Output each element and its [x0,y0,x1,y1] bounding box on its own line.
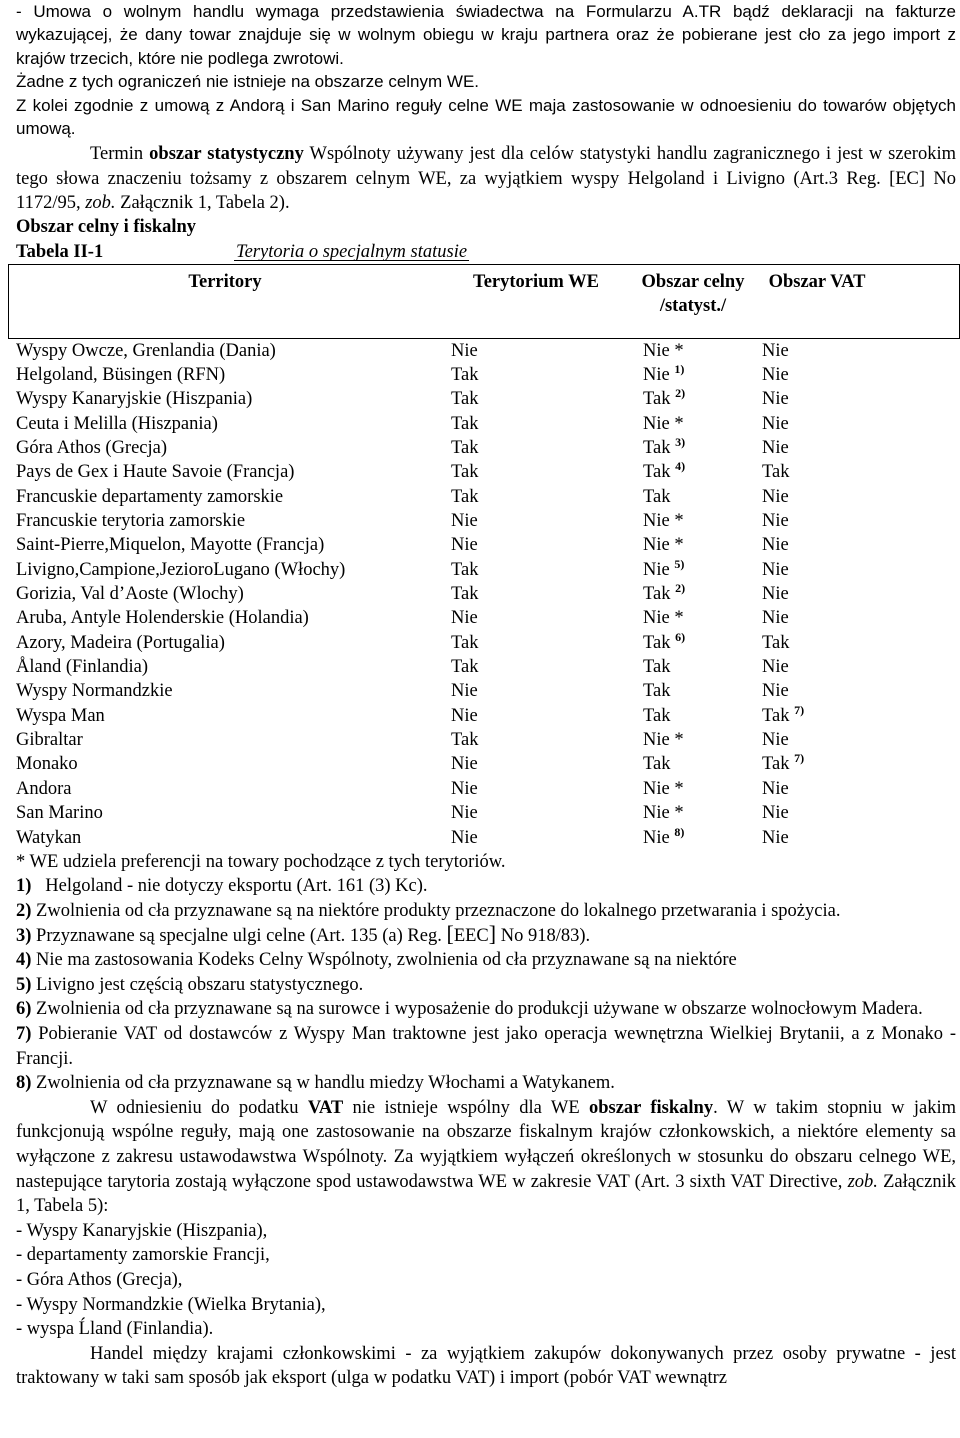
cell-eu-territory: Nie [451,754,478,775]
cell-customs-area: Tak [643,754,671,775]
cell-vat-area: Tak [762,462,790,483]
cell-territory: Wyspy Normandzkie [16,681,173,702]
cell-vat-area: Nie [762,438,789,458]
cell-customs-area: Tak $^{4)}$ [643,459,686,483]
cell-territory: Francuskie terytoria zamorskie [16,511,246,532]
table-row [16,363,956,387]
cell-eu-territory: Tak [451,364,479,385]
footnote-marker: 7) [794,702,805,717]
vat-exclusion-list [16,1219,956,1342]
cell-territory: Francuskie departamenty zamorskie [16,486,284,507]
cell-eu-territory: Tak [451,389,479,410]
document-page [16,0,956,1391]
cell-vat-area: Nie [762,559,789,580]
cell-territory: Monako [16,754,78,775]
cell-eu-territory: Tak [451,657,479,678]
cell-territory: Pays de Gex i Haute Savoie (Francja) [16,462,295,483]
cell-eu-territory: Nie [451,705,478,726]
cell-eu-territory: Tak [451,559,479,580]
cell-territory: Saint-Pierre,Miquelon, Mayotte (Francja) [16,535,325,556]
paragraph-no-restrictions: Żadne z tych ograniczeń nie istnieje na obszarze celnym WE. [16,72,480,92]
table-header [8,264,960,339]
cell-customs-area: Nie * [643,778,684,799]
table-row [16,679,956,703]
table-row [16,533,956,557]
cell-customs-area: Nie * [643,608,684,629]
section-heading: Obszar celny i fiskalny [16,217,197,238]
cell-vat-area: Nie [762,511,789,532]
cell-eu-territory: Nie [451,511,478,532]
footnote-marker: 6) [675,629,686,644]
paragraph-andorra-san-marino: Z kolei zgodnie z umową z Andorą i San Marino reguły celne WE maja zastosowanie w odnoesieniu do towarów objętych umową. [16,95,956,139]
cell-customs-area: Nie * [643,340,684,361]
cell-vat-area: Nie [762,340,789,361]
cell-eu-territory: Tak [451,438,479,458]
cell-vat-area: Nie [762,657,789,678]
footnote-3: 3) Przyznawane są specjalne ulgi celne (Art. 135 (a) Reg. [EEC] No 918/83). [16,920,591,946]
cell-eu-territory: Nie [451,778,478,799]
footnote-2: 2) Zwolnienia od cła przyznawane są na niektóre produkty przeznaczone do lokalnego przetwarania i spożycia. [16,901,841,922]
cell-eu-territory: Nie [451,535,478,556]
cell-territory: Helgoland, Büsingen (RFN) [16,364,226,385]
cell-vat-area: Nie [762,827,789,848]
table-row [16,412,956,436]
footnote-marker: 8) [674,824,685,839]
cell-customs-area: Tak $^{3)}$ [643,435,686,458]
cell-territory: Åland (Finlandia) [16,657,149,678]
table-row [16,655,956,679]
cell-territory: Ceuta i Melilla (Hiszpania) [16,413,218,434]
cell-customs-area: Nie * [643,413,684,434]
footnote-8: 8) Zwolnienia od cła przyznawane są w handlu miedzy Włochami a Watykanem. [16,1073,615,1094]
cell-eu-territory: Tak [451,584,479,605]
paragraph-intra-community-trade: Handel między krajami członkowskimi - za wyjątkiem zakupów dokonywanych przez osoby prywatne - jest traktowany w taki sam sposób jak eksport (ulga w podatku VAT) i import (pobór VAT wewnątrz [16,1343,956,1389]
table-row [16,631,956,655]
footnote-6: 6) Zwolnienia od cła przyznawane są na surowce i wyposażenie do produkcji używane w obszarze wolnocłowym Madera. [16,999,923,1020]
table-body [16,339,956,850]
cell-customs-area: Tak [643,657,671,678]
cell-customs-area: Tak $^{2)}$ [643,581,686,605]
table-row [16,485,956,509]
cell-customs-area: Nie * [643,535,684,556]
cell-vat-area: Nie [762,413,789,434]
cell-territory: Góra Athos (Grecja) [16,438,168,458]
list-item: - Wyspy Normandzkie (Wielka Brytania), [16,1294,326,1315]
paragraph-free-trade: - Umowa o wolnym handlu wymaga przedstawienia świadectwa na Formularzu A.TR bądź deklaracji na fakturze wykazującej, że dany towar znajduje się w wolnym obiegu w kraju partnera oraz że pobierane jest cło za jego import z krajów trzecich, które nie podlega zwrotowi. [16,2,956,68]
table-row [16,436,956,460]
table-footnotes [16,850,956,1096]
footnote-marker: 7) [794,751,805,766]
footnote-1: 1) Helgoland - nie dotyczy eksportu (Art. 161 (3) Kc). [16,876,428,897]
cell-territory: Gorizia, Val d’Aoste (Wlochy) [16,584,244,605]
table-row [16,728,956,752]
column-header-territory: Territory [188,271,262,292]
column-header-eu-territory: Terytorium WE [473,271,599,292]
intro-block [16,0,956,140]
cell-territory: Wyspy Owcze, Grenlandia (Dania) [16,340,276,361]
cell-customs-area: Nie * [643,511,684,532]
cell-vat-area: Tak $^{7)}$ [762,751,805,775]
cell-customs-area: Tak [643,705,671,726]
footnote-marker: 2) [675,581,686,596]
cell-vat-area: Tak [762,632,790,653]
cell-eu-territory: Nie [451,803,478,824]
cell-vat-area: Nie [762,389,789,410]
cell-eu-territory: Tak [451,413,479,434]
cell-customs-area: Nie $^{5)}$ [643,556,685,580]
cell-vat-area: Nie [762,803,789,824]
footnote-star: * WE udziela preferencji na towary pochodzące z tych terytoriów. [16,851,506,872]
footnote-4: 4) Nie ma zastosowania Kodeks Celny Wspólnoty, zwolnienia od cła przyznawane są na niektóre [16,950,737,971]
table-label: Tabela II-1 [16,241,104,262]
term-statistical-area: obszar statystyczny [149,144,304,165]
cell-territory: Livigno,Campione,JezioroLugano (Włochy) [16,559,346,580]
cell-eu-territory: Tak [451,730,479,751]
table-row [16,704,956,728]
cell-eu-territory: Nie [451,827,478,848]
cell-vat-area: Nie [762,486,789,507]
footnote-7: 7) Pobieranie VAT od dostawców z Wyspy Man traktowne jest jako operacja wewnętrzna Wielkiej Brytanii, a z Monako - Francji. [16,1024,956,1069]
table-row [16,509,956,533]
table-row [16,582,956,606]
cell-territory: Aruba, Antyle Holenderskie (Holandia) [16,608,309,629]
list-item: - departamenty zamorskie Francji, [16,1245,270,1266]
cell-customs-area: Tak [643,681,671,702]
table-row [16,606,956,630]
column-header-customs-area: Obszar celny /statyst./ [641,271,745,317]
footnote-5: 5) Livigno jest częścią obszaru statystycznego. [16,974,364,995]
cell-eu-territory: Nie [451,681,478,702]
term-vat: VAT [307,1097,344,1118]
cell-customs-area: Tak $^{2)}$ [643,386,686,410]
cell-territory: San Marino [16,803,103,824]
cell-territory: Wyspa Man [16,705,105,726]
table-row [16,752,956,776]
term-fiscal-area: obszar fiskalny [588,1097,714,1118]
table-caption [16,240,956,264]
paragraph-vat-area: W odniesieniu do podatku VAT nie istnieje wspólny dla WE obszar fiskalny. W w takim stopniu w jakim funkcjonują wspólne reguły, mają one zastosowanie na obszarze fiskalnym krajów członkowskich, a niektóre elementy sa wyłączone z zakresu ustawodawstwa Wspólnoty. Za wyjątkiem wyłączeń określonych w stosunku do obszaru celnego WE, nastepujące tarytoria zostają wyłączone spod ustawodawstwa WE w zakresie VAT (Art. 3 sixth VAT Directive, zob. Załącznik 1, Tabela 5): [16,1097,957,1217]
cell-eu-territory: Tak [451,632,479,653]
cell-vat-area: Nie [762,608,789,629]
cell-customs-area: Tak $^{6)}$ [643,629,686,653]
cell-territory: Watykan [16,827,82,848]
cell-customs-area: Nie $^{1)}$ [643,361,685,385]
footnote-marker: 4) [675,459,686,474]
column-header-vat-area: Obszar VAT [768,271,866,292]
cell-eu-territory: Tak [451,462,479,483]
table-row [16,777,956,801]
footnote-marker: 3) [675,435,686,449]
footnote-marker: 1) [674,361,685,376]
list-item: - Wyspy Kanaryjskie (Hiszpania), [16,1220,268,1241]
cell-territory: Azory, Madeira (Portugalia) [16,632,225,653]
paragraph-statistical-area: Termin obszar statystyczny Wspólnoty używany jest dla celów statystyki handlu zagranicznego i jest w szerokim tego słowa znaczeniu tożsamy z obszarem celnym WE, za wyjątkiem wyspy Helgoland i Livigno (Art.3 Reg. [EC] No 1172/95, zob. Załącznik 1, Tabela 2). [16,144,956,214]
cell-vat-area: Nie [762,681,789,702]
cell-eu-territory: Nie [451,608,478,629]
cell-customs-area: Tak [643,486,671,507]
footnote-marker: 5) [674,556,685,571]
cell-vat-area: Nie [762,584,789,605]
cell-territory: Andora [16,778,72,799]
cell-customs-area: Nie $^{8)}$ [643,824,685,848]
cell-customs-area: Nie * [643,730,684,751]
table-row [16,558,956,582]
cell-territory: Wyspy Kanaryjskie (Hiszpania) [16,389,253,410]
cell-vat-area: Nie [762,364,789,385]
table-row [16,339,956,363]
cell-vat-area: Nie [762,730,789,751]
table-row [16,387,956,411]
table-subtitle: Terytoria o specjalnym statusie [236,241,468,262]
list-item: - Góra Athos (Grecja), [16,1269,183,1290]
cell-territory: Gibraltar [16,730,83,751]
footnote-marker: 2) [675,386,686,401]
cell-eu-territory: Nie [451,340,478,361]
cell-customs-area: Nie * [643,803,684,824]
cell-vat-area: Nie [762,778,789,799]
cell-vat-area: Nie [762,535,789,556]
table-row [16,826,956,850]
table-row [16,801,956,825]
cell-vat-area: Tak $^{7)}$ [762,702,805,726]
list-item: - wyspa Ĺland (Finlandia). [16,1319,214,1340]
cell-eu-territory: Tak [451,486,479,507]
table-row [16,460,956,484]
